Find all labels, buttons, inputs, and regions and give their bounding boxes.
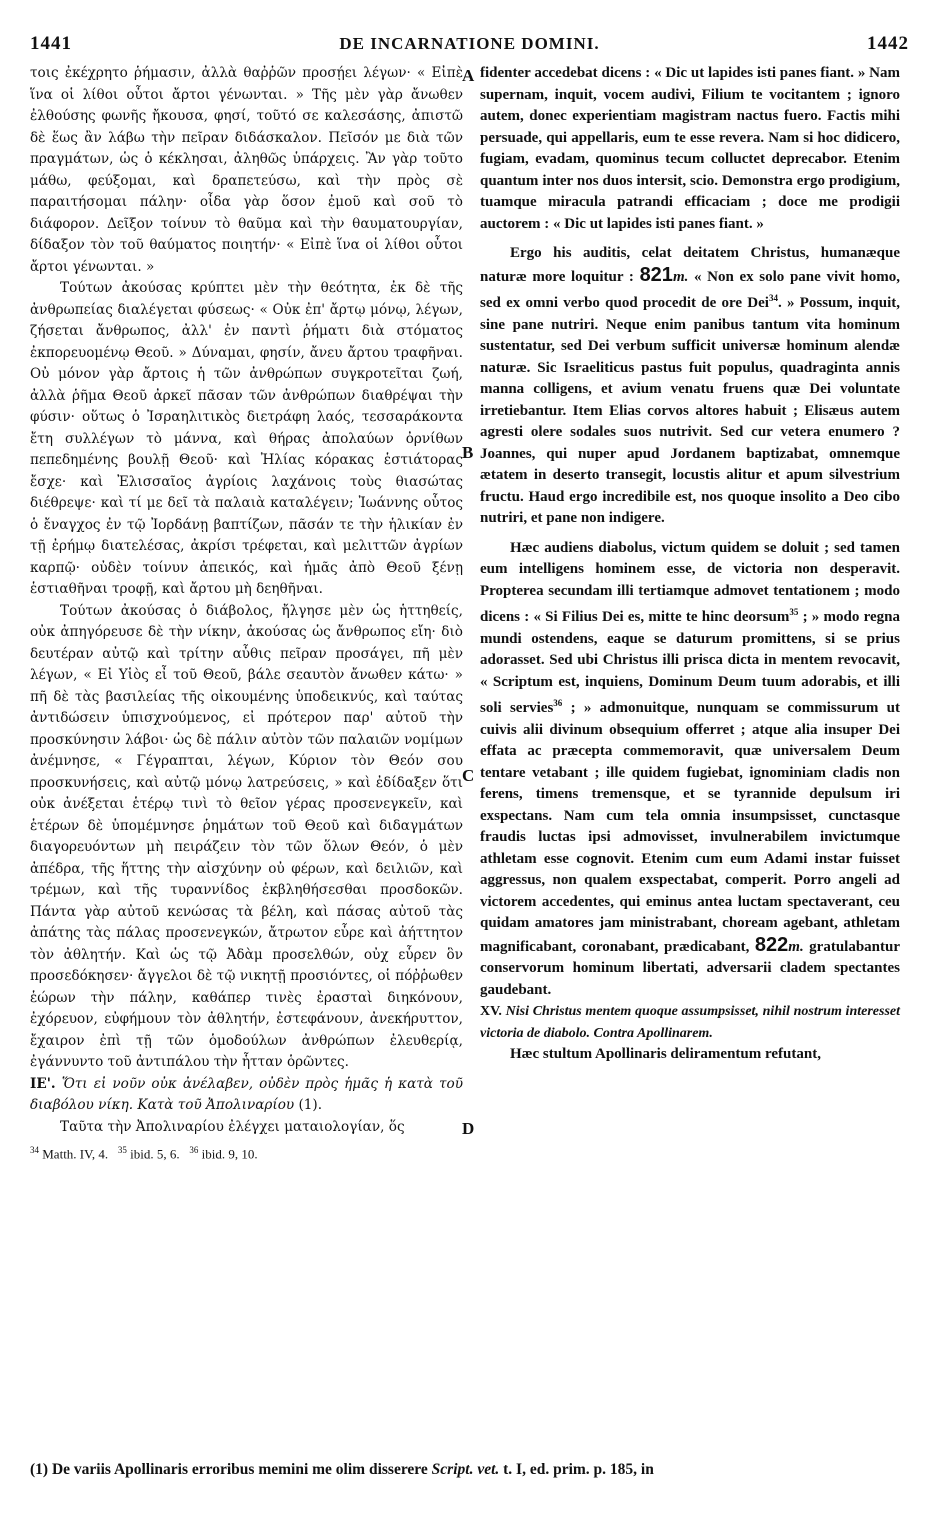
latin-p2-ref: 34 [768, 293, 778, 303]
greek-paragraph-2: Τούτων ἀκούσας κρύπτει μὲν τὴν θεότητα, ἐκ δὲ τῆς ἀνθρωπείας διαλέγεται φύσεως· « Οὐκ ἐπ' ἄρτῳ μόνῳ, λέγων, ζήσεται ἄνθρωπος, ἀλλ' ἐν παντὶ ῥήματι διὰ στόματος ἐκπορευομένῳ Θεοῦ. » Δύναμαι, φησίν, ἄνευ ἄρτου τραφῆναι. Οὐ μόνον γὰρ ἄρτοις ἡ τῶν ἀνθρώπων συγκροτεῖται ζωή, ἀλλὰ ῥῆμα Θεοῦ ἀρκεῖ πᾶσαν τῶν ἀνθρώπων διαθρέψαι τὴν φύσιν· οὕτως ὁ Ἰσραηλιτικὸς διετράφη λαός, τεσσαράκοντα ἔτη συλλέγων τὸ μάννα, καὶ θήρας ἀπολαύων ὀρνίθων πεπεδημένης βουλῇ Θεοῦ· καὶ Ἠλίας κόρακας ἑστιάτορας ἔσχε· καὶ Ἐλισσαῖος ἀγρίοις λαχάνοις τοὺς θιασώτας διέθρεψε· καὶ τί με δεῖ τὰ παλαιὰ καταλέγειν; Ἰωάννης οὗτος ὁ ἔναγχος ἐν τῷ Ἰορδάνῃ βαπτίζων, πᾶσάν τε τὴν ἡλικίαν ἐν τῇ ἐρήμῳ διατελέσας, ἀκρίσι τρέφεται, καὶ μελιττῶν ἀγρίων καρπῷ· οὐδὲν τοίνυν ἀπεικός, καὶ ἡμᾶς ἀπὸ Θεοῦ ξένῃ ἑστιαθῆναι τροφῇ, καὶ ἄρτου μὴ δεηθῆναι. [30, 280, 463, 597]
latin-paragraph-4: Hæc stultum Apollinaris deliramentum refutant, [510, 1046, 821, 1062]
running-title: DE INCARNATIONE DOMINI. [339, 34, 600, 53]
column-suffix-822: m. [788, 938, 804, 955]
latin-section-heading [480, 1001, 900, 1044]
ref-35-num: 35 [117, 1145, 127, 1155]
ref-36-num: 36 [189, 1145, 199, 1155]
latin-paragraph-2 [480, 243, 900, 530]
column-suffix-821: m. [672, 268, 689, 285]
ref-34-text: Matth. IV, 4. [42, 1146, 109, 1162]
footnote [30, 1461, 909, 1479]
margin-marker-d: D [462, 1119, 475, 1138]
greek-column [30, 63, 463, 1165]
scripture-refs [30, 1140, 463, 1165]
ref-35-text: ibid. 5, 6. [130, 1146, 180, 1162]
margin-marker-c: C [462, 766, 475, 785]
latin-p3-b: ; » modo regna mundi ostendens, eaque se daturum promittens, si se prius adorasset. Sed ubi Christus illi prisca dicta in mentem revocavit, « Scriptum est, inquiens, Dominum Deum tuum adorabis, et illi soli servies [480, 609, 900, 716]
latin-p3-c: ; » admonuitque, nunquam se commissurum ut cuivis alii divinum obsequium offerret ; atque alia insuper Dei effata ac præcepta commemoravit, quæ universalem Deum tentare vetabant ; ille quidem fugiebat, ignominiam cladis non ferens, timens tremensque, et se tyrannide depulsum iri exspectans. Nam cum tela omnia insumpsisset, cunctasque fraudis luctas ipsi admovisset, invulnerabilem invictumque athletam esse cognovit. Etenim cum eum Adami instar fuisset aggressus, non qualem exspectabat, comperit. Porro angeli ad victorem accedentes, qui eminus antea luctam spectaverant, ceu quidam amatores jam ministrabant, choream agebant, athletam magnificabant, coronabant, prædicabant, [480, 700, 900, 955]
latin-p3-ref1: 35 [789, 607, 799, 617]
footnote-rest: t. I, ed. prim. p. 185, in [503, 1461, 654, 1478]
greek-section-ref: (1). [298, 1097, 323, 1113]
latin-section-title: Nisi Christus mentem quoque assumpsisset, nihil nostrum interesset victoria de diabolo. Contra Apollinarem. [480, 1004, 900, 1041]
page-header [30, 32, 909, 56]
greek-paragraph-3: Τούτων ἀκούσας ὁ διάβολος, ἤλγησε μὲν ὡς ἡττηθείς, οὐκ ἀπηγόρευσε δὲ τὴν νίκην, ἀκούσας ὡς ἄνθρωπος εἴη· διὸ δευτέραν αὐτῷ καὶ τρίτην αὖθις πεῖραν προσάγει, πῆ μὲν λέγων, « Εἰ Υἱὸς εἶ τοῦ Θεοῦ, βάλε σεαυτὸν ἄνωθεν κάτω· » πῆ δὲ τὰς βασιλείας τῆς οἰκουμένης ὑποδεικνύς, καὶ ταύτας ἀντιδώσειν ὑπισχνούμενος, εἰ πρότερον παρ' αὐτοῦ τὴν προσκύνησιν λάβοι· ὡς δὲ πάλιν αὐτὸν τῶν παλαιῶν νομίμων ἀνέμνησε, « Γέγραπται, λέγων, Κύριον τὸν Θεόν σου προσκυνήσεις, καὶ αὐτῷ μόνῳ λατρεύσεις, » καὶ ἐδίδαξεν ὅτι οὐκ ἀνέξεται ἑτέρῳ τινὶ τὸ θεῖον γέρας προσενεγκεῖν, καὶ ἑτέρων δὲ ὑπομέμνησε ῥημάτων τοῦ Θεοῦ καὶ διδαγμάτων διαγορευόντων μὴ πειράζειν τὸν τῶν ὅλων Θεόν, ὁ μὲν ἀπέδρα, τῆς ἥττης τὴν αἰσχύνην οὐ φέρων, καὶ δειλιῶν, καὶ τρέμων, καὶ τῆς τυραννίδος ἐκβληθήσεσθαι προσδοκῶν. Πάντα γὰρ αὐτοῦ κενώσας τὰ βέλη, καὶ πάσας αὐτοῦ τὰς ἀπάτης τὰς πάλας προσενεγκών, ἄτρωτον εὗρε καὶ ἀήττητον τὸν ἀθλητήν. Καὶ ὡς τῷ Ἀδὰμ προσελθών, οὐχ εὗρεν ὃν προσεδόκησεν· ἄγγελοι δὲ τῷ νικητῇ προσιόντες, οἱ πόῤῥωθεν ἑώρων τὴν πάλην, καθάπερ τινὲς ἐρασταὶ διηκόνουν, ἐχόρευον, εὐφήμουν τὸν ἀθλητήν, ἐστεφάνουν, ἀνεκήρυττον, ἔχαιρον ἐπὶ τῇ τῶν ὁμοδούλων ἀνθρώπων ἐλευθερίᾳ, ἐγάννυντο τοῦ ἀντιπάλου τὴν ἧτταν ὁρῶντες. [30, 602, 463, 1070]
ref-34-num: 34 [30, 1145, 39, 1155]
latin-p3-ref2: 36 [553, 698, 563, 708]
latin-section-number: XV. [480, 1004, 502, 1019]
left-page-number: 1441 [30, 33, 72, 54]
latin-p2-c: . » Possum, inquit, sine pane nutriri. Neque enim panibus tantum vita hominum sustentatur, sed Dei verbum sufficit universæ hominum alendæ naturæ. Sic Israeliticus pastus fuit populus, quadraginta annis manna colligens, et avium venatu fruens quæ Dei voluntate irretiebantur. Item Elias corvos altores habuit ; Elisæus autem agresti olere sodales suos nutrivit. Sed cur vetera enumero ? Joannes, qui nuper apud Jordanem baptizabat, omnemque ætatem in deserto transegit, locustis alitur et apum silvestrium fructu. Haud ergo incredibile est, nos quoque insolito a Deo cibo nutriri, et pane non indigere. [480, 295, 900, 526]
greek-paragraph-1: τοις ἐκέχρητο ῥήμασιν, ἀλλὰ θαῤῥῶν προσῄει λέγων· « Εἰπὲ ἵνα οἱ λίθοι οὗτοι ἄρτοι γένωνται. » Τῆς μὲν γὰρ ἄνωθεν ἐλθούσης φωνῆς ἤκουσα, φησί, τοῦτό σε καλεσάσης, ἀπιστῶ δὲ ἕως ἂν λάβω τὴν πεῖραν διδάσκαλον. Πεῖσόν με διὰ τῶν πραγμάτων, ὡς ὁ κέκλησαι, ἀληθῶς ὑπάρχεις. Ἂν γὰρ τοῦτο μάθω, φεύξομαι, καὶ δραπετεύσω, καὶ τὴν πρὸς σὲ παραιτήσομαι πάλην· οἶδα γὰρ ὅσον ἐμοῦ καὶ σοῦ τὸ διάφορον. Δεῖξον τοίνυν τὸ θαῦμα καὶ τὴν θαυματουργίαν, δίδαξον τὸν τοῦ θαύματος ποιητήν· « Εἰπὲ ἵνα οἱ λίθοι οὗτοι ἄρτοι γένωνται. » [30, 65, 463, 275]
right-page-number: 1442 [866, 33, 909, 54]
footnote-text: (1) De variis Apollinaris erroribus memini me olim disserere [30, 1461, 428, 1478]
latin-p3-d: gratulabantur conservorum hominum libertati, adversarii cladem spectantes gaudebant. [480, 938, 901, 998]
latin-p2-b: « Non ex solo pane vivit homo, sed ex omni verbo quod procedit de ore Dei [480, 268, 901, 311]
greek-section-title: Ὅτι εἰ νοῦν οὐκ ἀνέλαβεν, οὐδὲν πρὸς ἡμᾶς ἡ κατὰ τοῦ διαβόλου νίκη. Κατὰ τοῦ Ἀπολιναρίου [30, 1075, 463, 1113]
ref-36-text: ibid. 9, 10. [201, 1146, 258, 1162]
footnote-italic: Script. vet. [431, 1461, 500, 1478]
latin-p2-a: Ergo his auditis, celat deitatem Christus, humanæque naturæ more loquitur : [480, 245, 900, 285]
greek-section-number: ΙΕ'. [30, 1075, 56, 1092]
margin-marker-a: A [462, 66, 475, 85]
latin-paragraph-1: fidenter accedebat dicens : « Dic ut lapides isti panes fiant. » Nam supernam, inquit, vocem audivi, Filium te vocitantem ; ignoro autem, donec experientiam magistram nactus fuero. Factis mihi persuade, qui appellaris, eum te esse revera. Nam si hoc didicero, fugiam, evadam, quominus tecum colluctet deprecabor. Etenim quantum inter nos duos intersit, scio. Demonstra ergo prodigium, tuamque miracula patrandi efficaciam ; doce me prodigii auctorem : « Dic ut lapides isti panes fiant. » [480, 65, 900, 232]
greek-section-heading [30, 1074, 463, 1117]
column-number-822: 822 [754, 933, 789, 956]
latin-paragraph-3 [480, 538, 900, 1002]
greek-paragraph-4: Ταῦτα τὴν Ἀπολιναρίου ἐλέγχει ματαιολογίαν, ὅς [60, 1118, 405, 1135]
latin-p3-a: Hæc audiens diabolus, victum quidem se doluit ; sed tamen eum intelligens hominem esse, de victoria non desperavit. Propterea secundam illi tertiamque admovet tentationem ; modo dicens : « Si Filius Dei es, mitte te hinc deorsum [480, 539, 900, 625]
latin-column [480, 63, 900, 1066]
column-number-821: 821 [639, 263, 673, 286]
margin-marker-b: B [462, 443, 474, 462]
